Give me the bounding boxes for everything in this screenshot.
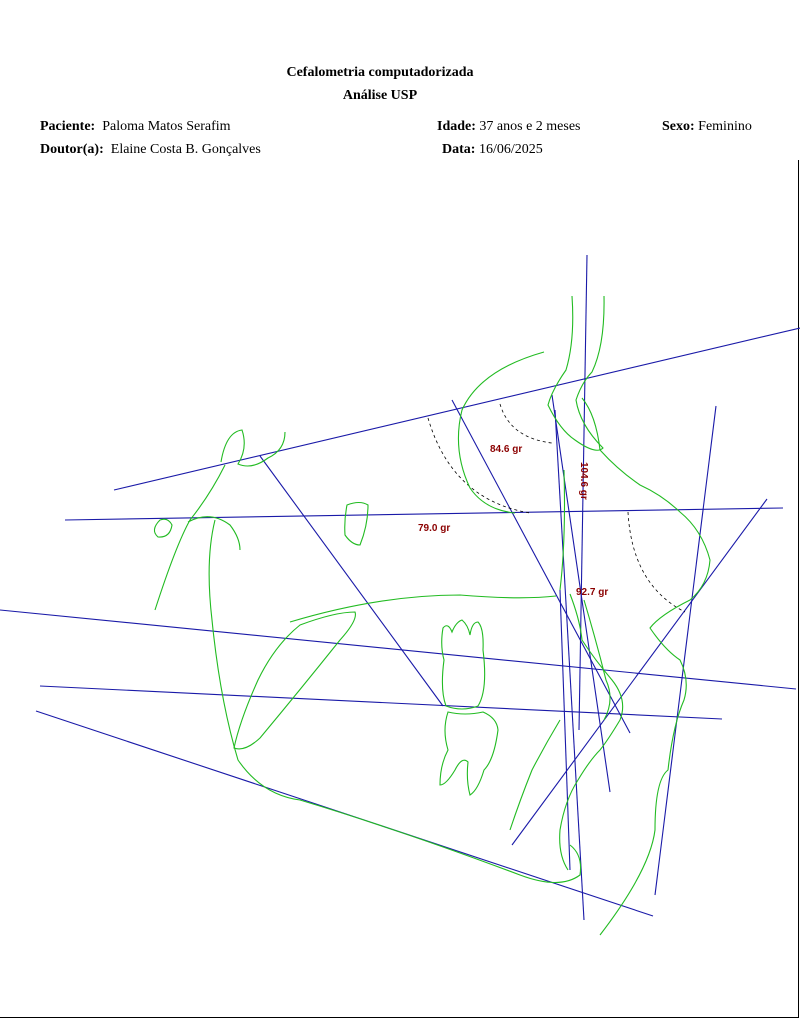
palatal-plane-line (0, 610, 796, 689)
pterygoid-outline (345, 503, 368, 546)
sella-outline (221, 430, 285, 466)
upper-molar-outline (442, 620, 485, 709)
sn-line (114, 328, 800, 490)
nasal-bone-outline (548, 296, 604, 450)
doctor-value: Elaine Costa B. Gonçalves (110, 142, 261, 157)
age-field (437, 119, 581, 135)
patient-field (40, 119, 231, 135)
date-field (442, 142, 543, 158)
age-label: Idade: (437, 119, 476, 134)
incisors-chin-outline (560, 594, 623, 870)
incisor-axis-line (560, 590, 570, 870)
age-value: 37 anos e 2 meses (479, 119, 581, 134)
nasion-perpendicular-line (579, 255, 587, 730)
angle-arcs (428, 404, 685, 612)
palate-outline (290, 595, 556, 622)
frame-bottom-border (0, 1017, 799, 1018)
patient-value: Paloma Matos Serafim (102, 119, 231, 134)
lower-molar-outline (440, 712, 498, 795)
patient-label: Paciente: (40, 119, 96, 134)
maxilla-anterior-outline (458, 352, 544, 513)
reference-lines (0, 255, 800, 920)
frankfort-line (65, 508, 783, 520)
upper-incisor-outline (584, 600, 610, 720)
mandible-outline (209, 520, 580, 883)
cranial-base-outline (155, 465, 240, 610)
angle-arc-1 (428, 418, 530, 513)
angle-arc-3 (628, 512, 685, 612)
soft-tissue-profile (582, 398, 710, 935)
sex-label: Sexo: (662, 119, 695, 134)
date-value: 16/06/2025 (478, 142, 543, 157)
angle-label-1: 84.6 gr (490, 444, 523, 455)
ramus-outline (234, 612, 355, 749)
sex-field (662, 119, 752, 135)
mandibular-plane-line (36, 711, 653, 916)
angle-label-2: 104.6 gr (578, 462, 589, 500)
angle-arc-2 (500, 404, 552, 443)
angle-label-3: 79.0 gr (418, 523, 451, 534)
facial-line (555, 410, 584, 920)
y-axis-line (512, 499, 767, 845)
na-line (452, 400, 630, 733)
doctor-field (40, 142, 261, 158)
frame-right-border (798, 160, 799, 1018)
e-line (655, 406, 716, 895)
occlusal-plane-line (40, 686, 722, 719)
orbit-outline (154, 519, 172, 537)
doctor-label: Doutor(a): (40, 142, 104, 157)
maxilla-front-outline (560, 470, 565, 590)
anatomical-tracing (154, 296, 710, 935)
sex-value: Feminino (698, 119, 752, 134)
date-label: Data: (442, 142, 476, 157)
condyle-line (260, 456, 443, 706)
lower-incisor-outline (510, 720, 560, 830)
report-title: Cefalometria computadorizada (286, 65, 474, 80)
report-subtitle: Análise USP (342, 88, 418, 103)
nb-line (552, 395, 610, 792)
angle-label-4: 92.7 gr (576, 587, 609, 598)
